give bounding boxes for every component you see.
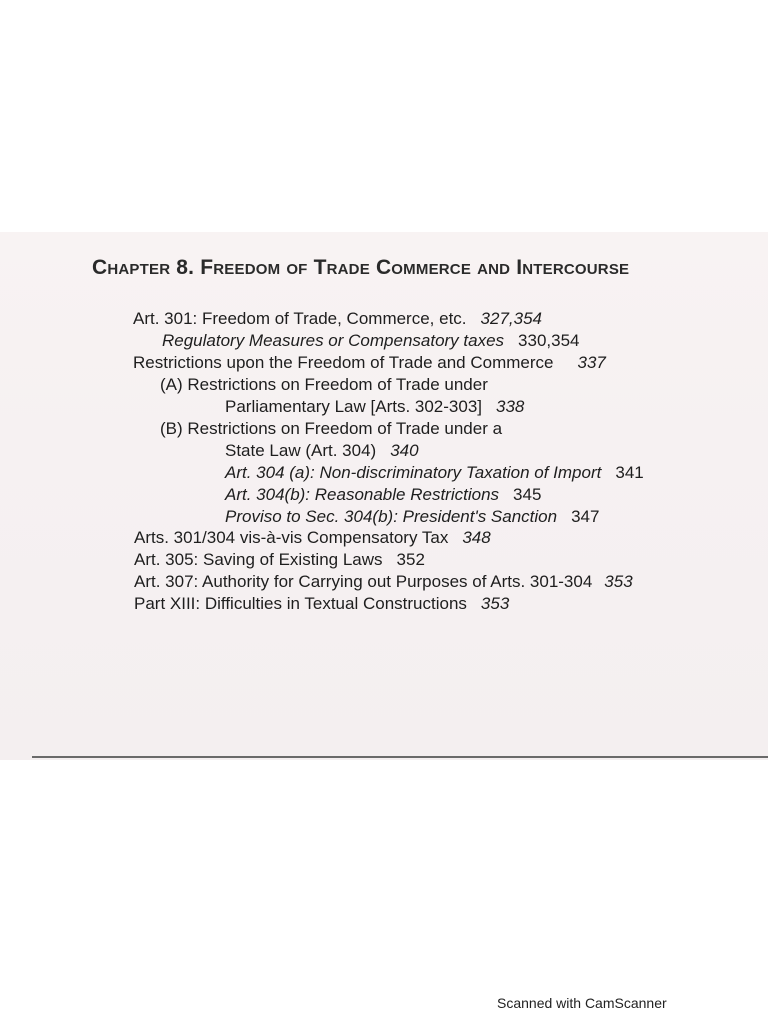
toc-entry-page: 348: [462, 528, 491, 547]
toc-entry-text: Art. 301: Freedom of Trade, Commerce, etc.: [133, 309, 467, 328]
toc-entry-page: 347: [571, 507, 600, 526]
camscanner-watermark: Scanned with CamScanner: [497, 995, 667, 1011]
toc-entry-page: 353: [480, 594, 510, 613]
toc-entry-text: Art. 304(b): Reasonable Restrictions: [225, 485, 500, 504]
toc-entry-page: 330,354: [518, 331, 580, 350]
toc-entry-page: 327,354: [480, 309, 542, 328]
paper-edge-line: [32, 756, 768, 758]
toc-entry-page: 337: [577, 353, 606, 372]
toc-entry: [162, 331, 580, 351]
chapter-title: Chapter 8. Freedom of Trade Commerce and Intercourse: [92, 256, 630, 279]
toc-entry-page: 345: [513, 485, 542, 504]
toc-entry-text: Proviso to Sec. 304(b): President's Sanction: [225, 507, 558, 526]
toc-entry-text: Part XIII: Difficulties in Textual Constructions: [134, 594, 467, 613]
toc-entry-text: Parliamentary Law [Arts. 302-303]: [225, 397, 483, 416]
toc-entry-text: Art. 304 (a): Non-discriminatory Taxation of Import: [225, 463, 602, 482]
toc-entry-text: Regulatory Measures or Compensatory taxes: [162, 331, 505, 350]
toc-entry: [134, 594, 509, 614]
toc-entry: [225, 441, 419, 461]
toc-entry-page: 340: [390, 441, 419, 460]
toc-entry: [133, 309, 542, 329]
toc-entry: [225, 507, 599, 527]
toc-entry-text: Restrictions upon the Freedom of Trade and Commerce: [133, 353, 554, 372]
toc-entry: [133, 353, 606, 373]
toc-entry: [160, 419, 502, 439]
toc-entry-page: 353: [604, 572, 633, 591]
toc-entry: [134, 572, 633, 592]
toc-entry: [134, 528, 491, 548]
toc-entry-text: Art. 307: Authority for Carrying out Purposes of Arts. 301-304: [134, 572, 593, 591]
toc-entry-text: Arts. 301/304 vis-à-vis Compensatory Tax: [134, 528, 449, 547]
toc-entry: [225, 463, 644, 483]
toc-entry-page: 352: [396, 550, 425, 569]
toc-entry-text: (B) Restrictions on Freedom of Trade under a: [160, 419, 503, 438]
toc-entry-text: Art. 305: Saving of Existing Laws: [134, 550, 383, 569]
toc-entry-text: State Law (Art. 304): [225, 441, 377, 460]
toc-entry-page: 338: [496, 397, 525, 416]
toc-entry: [160, 375, 488, 395]
toc-entry: [225, 485, 541, 505]
toc-entry-text: (A) Restrictions on Freedom of Trade under: [160, 375, 488, 394]
toc-entry-page: 341: [615, 463, 644, 482]
toc-entry: [225, 397, 524, 417]
toc-entry: [134, 550, 425, 570]
